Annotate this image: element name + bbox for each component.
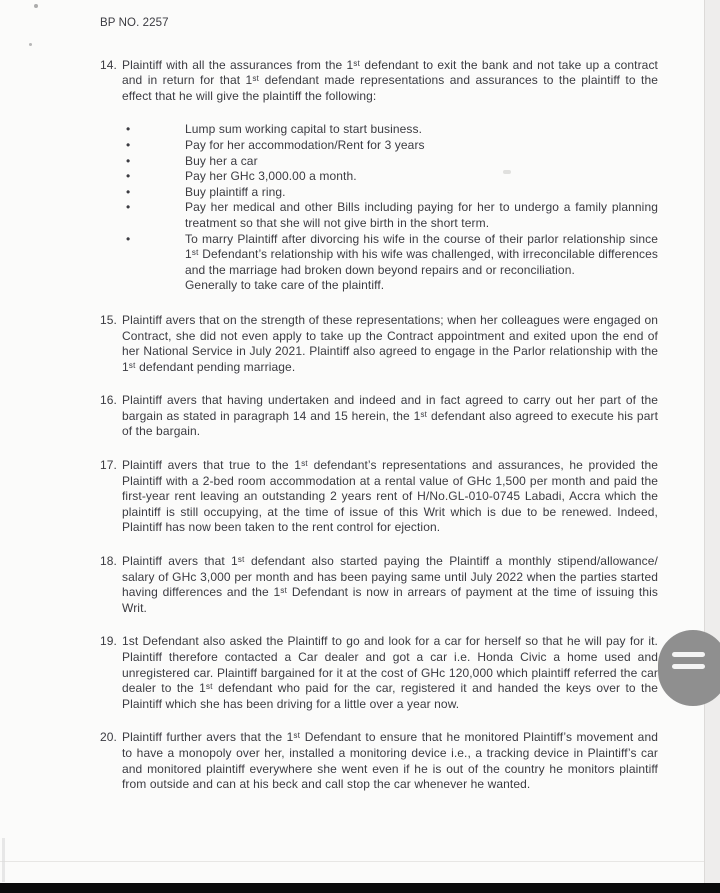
paragraph-text: Plaintiff avers that true to the 1ˢᵗ defendant’s representations and assurances, he provided the Plaintiff with a 2-bed room accommodation at a rental value of GHc 1,500 per month and paid the first-year rent leaving an outstanding 2 years rent of H/No.GL-010-0745 Labadi, Accra which the plaintiff is still occupying, at the time of issue of this Writ which is due to be renewed. Indeed, Plaintiff has now been taken to the rent control for ejection. <box>122 458 658 535</box>
bullet-list <box>126 122 658 294</box>
bullet-icon: • <box>126 169 131 184</box>
paragraph-number: 14. <box>100 57 117 72</box>
bullet-icon: • <box>126 184 131 199</box>
paragraph-text: Plaintiff avers that 1ˢᵗ defendant also started paying the Plaintiff a monthly stipend/allowance/ salary of GHc 3,000 per month and has been paying same until July 2022 when the parties started having differences and the 1ˢᵗ Defendant is now in arrears of payment at the time of issuing this Writ. <box>122 554 658 615</box>
bullet-icon: • <box>126 153 131 168</box>
paragraph-20 <box>100 730 658 792</box>
list-item-text: Lump sum working capital to start business. <box>185 122 423 137</box>
list-item-text: Buy plaintiff a ring. <box>185 184 286 199</box>
bottom-bar <box>0 883 720 893</box>
document-page <box>100 16 658 811</box>
scan-speckle <box>34 4 38 8</box>
list-item-text: Generally to take care of the plaintiff. <box>185 278 385 293</box>
paragraph-number: 18. <box>100 554 117 569</box>
bullet-icon: • <box>126 231 131 246</box>
paragraph-text: Plaintiff with all the assurances from the 1ˢᵗ defendant to exit the bank and not take up a contract and in return for that 1ˢᵗ defendant made representations and assurances to the plaintiff to the effect that he will give the plaintiff the following: <box>122 57 658 103</box>
paragraph-text: Plaintiff avers that having undertaken and indeed and in fact agreed to carry out her part of the bargain as stated in paragraph 14 and 15 herein, the 1ˢᵗ defendant also agreed to execute his part of the bargain. <box>122 393 658 439</box>
handle-bar-icon <box>672 664 705 669</box>
paragraph-text: 1st Defendant also asked the Plaintiff to go and look for a car for herself so that he will pay for it. Plaintiff therefore contacted a Car dealer and got a car i.e. Honda Civic a home used and unregistered car. Plaintiff bargained for it at the cost of GHc 120,000 which plaintiff referred the car dealer to the 1ˢᵗ defendant who paid for the car, registered it and handed the keys over to the Plaintiff which she has been driving for a little over a year now. <box>122 634 658 711</box>
scan-edge-streak <box>2 838 5 882</box>
list-item-unbulleted <box>126 278 658 294</box>
list-item-text: Buy her a car <box>185 153 258 168</box>
paragraph-15 <box>100 313 658 375</box>
floating-handle-button[interactable] <box>658 630 720 706</box>
list-item <box>126 232 658 279</box>
bullet-icon: • <box>126 200 131 215</box>
paragraph-text: Plaintiff further avers that the 1ˢᵗ Defendant to ensure that he monitored Plaintiff’s movement and to have a monopoly over her, installed a monitoring device i.e., a tracking device in Plaintiff’s car and monitored plaintiff everywhere she went even if he is out of the country he monitors plaintiff from outside and can at his beck and call stop the car whenever he wanted. <box>122 730 658 792</box>
reference-number: BP NO. 2257 <box>100 17 169 29</box>
paragraph-number: 15. <box>100 312 117 327</box>
paragraph-number: 17. <box>100 458 117 473</box>
bullet-spacer <box>126 278 185 294</box>
paragraph-19 <box>100 634 658 712</box>
list-item <box>126 169 658 185</box>
list-item <box>126 185 658 201</box>
list-item-text: To marry Plaintiff after divorcing his wife in the course of their parlor relationship since 1ˢᵗ Defendant’s relationship with his wife was challenged, with irreconcilable differences and the marriage had broken down beyond repairs and or reconciliation. <box>185 231 658 277</box>
paragraph-text: Plaintiff avers that on the strength of these representations; when her colleagues were engaged on Contract, she did not even apply to take up the Contract appointment and exited upon the end of her National Service in July 2021. Plaintiff also agreed to engage in the Parlor relationship with the 1ˢᵗ defendant pending marriage. <box>122 312 658 374</box>
list-item <box>126 122 658 138</box>
bullet-icon: • <box>126 137 131 152</box>
list-item-text: Pay her medical and other Bills including paying for her to undergo a family planning treatment so that she will not give birth in the short term. <box>185 200 658 230</box>
scan-speckle <box>29 43 32 46</box>
list-item-text: Pay for her accommodation/Rent for 3 years <box>185 137 425 152</box>
paragraph-16 <box>100 393 658 440</box>
handle-bar-icon <box>672 652 705 657</box>
paragraph-number: 20. <box>100 730 117 745</box>
list-item-text: Pay her GHc 3,000.00 a month. <box>185 169 357 184</box>
paragraph-number: 19. <box>100 634 117 649</box>
scan-crease-line <box>0 861 706 862</box>
list-item <box>126 200 658 231</box>
bullet-icon: • <box>126 122 131 137</box>
paragraph-number: 16. <box>100 393 117 408</box>
page-edge <box>704 0 720 893</box>
paragraph-14 <box>100 58 658 105</box>
paragraph-18 <box>100 554 658 616</box>
list-item <box>126 154 658 170</box>
list-item <box>126 138 658 154</box>
paragraph-17 <box>100 458 658 536</box>
